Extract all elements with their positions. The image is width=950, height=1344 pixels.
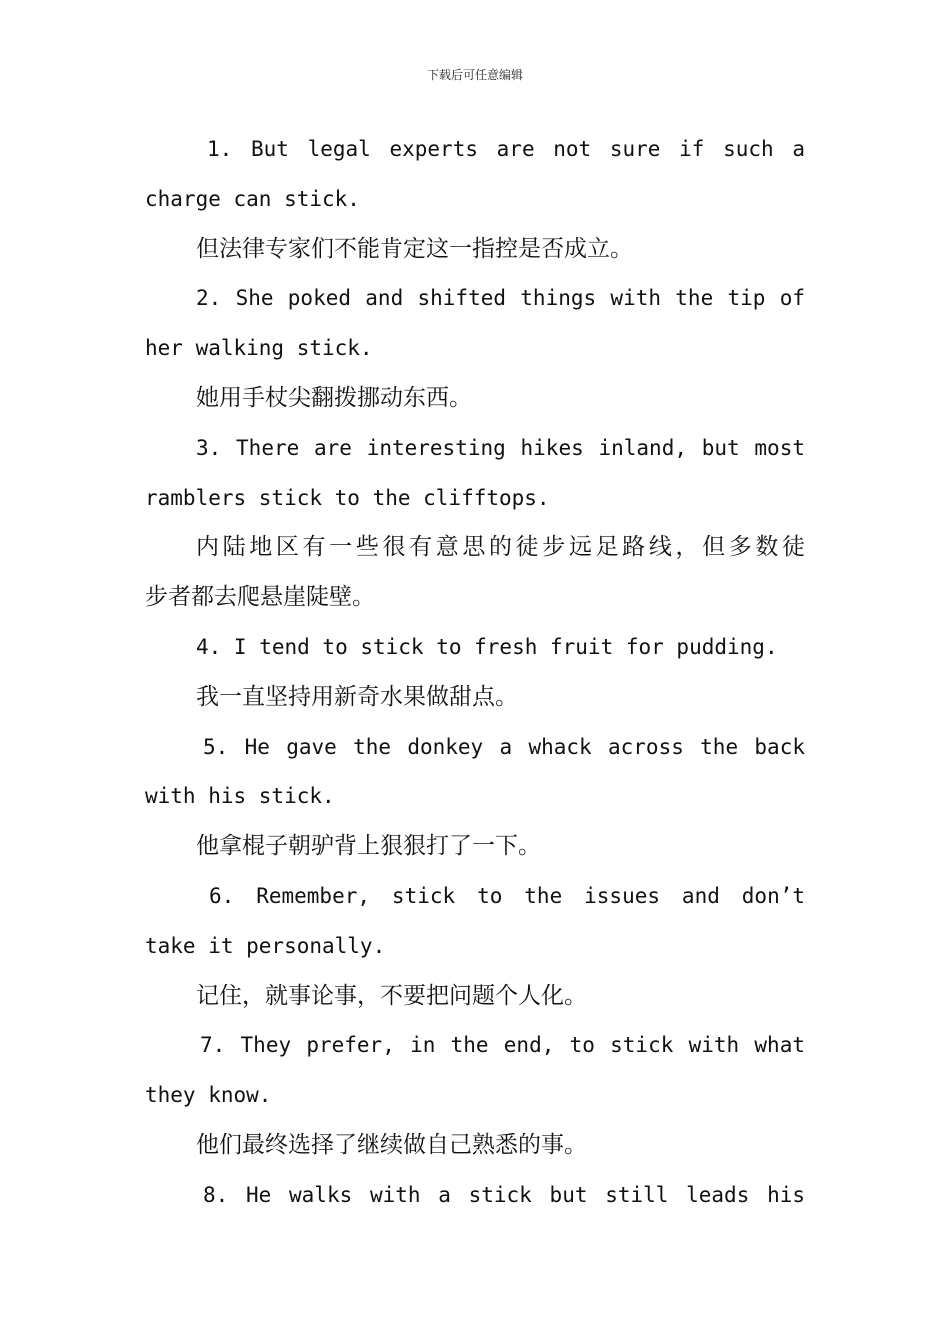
text-line: her walking stick. bbox=[145, 336, 373, 361]
text-line: 他拿棍子朝驴背上狠狠打了一下。 bbox=[196, 833, 541, 860]
text-line: charge can stick. bbox=[145, 186, 360, 211]
text-line: they know. bbox=[145, 1083, 272, 1108]
text-line: 步者都去爬悬崖陡壁。 bbox=[145, 584, 375, 611]
text-line: 1. But legal experts are not sure if such a bbox=[207, 137, 805, 161]
text-line: ramblers stick to the clifftops. bbox=[145, 485, 550, 510]
text-line: 但法律专家们不能肯定这一指控是否成立。 bbox=[196, 235, 633, 262]
text-line: 7. They prefer, in the end, to stick with what bbox=[200, 1033, 805, 1058]
text-line: 4. I tend to stick to fresh fruit for pudding. bbox=[196, 634, 778, 659]
text-line: 3. There are interesting hikes inland, but most bbox=[196, 435, 805, 460]
text-line: 他们最终选择了继续做自己熟悉的事。 bbox=[196, 1131, 587, 1158]
text-line: 8. He walks with a stick but still leads his bbox=[203, 1182, 805, 1207]
document-body bbox=[145, 125, 805, 1221]
text-line: 2. She poked and shifted things with the tip of bbox=[196, 286, 805, 311]
text-line: 记住，就事论事，不要把问题个人化。 bbox=[196, 982, 587, 1009]
text-line: 我一直坚持用新奇水果做甜点。 bbox=[196, 683, 518, 710]
text-line: 5. He gave the donkey a whack across the back bbox=[203, 734, 805, 759]
text-line: take it personally. bbox=[145, 933, 386, 958]
text-line: 内陆地区有一些很有意思的徒步远足路线，但多数徒 bbox=[196, 534, 805, 561]
text-line: 6. Remember, stick to the issues and don’t bbox=[209, 883, 805, 908]
text-line: 她用手杖尖翻拨挪动东西。 bbox=[196, 384, 472, 411]
page-header: 下载后可任意编辑 bbox=[426, 68, 523, 82]
text-line: with his stick. bbox=[145, 784, 335, 809]
